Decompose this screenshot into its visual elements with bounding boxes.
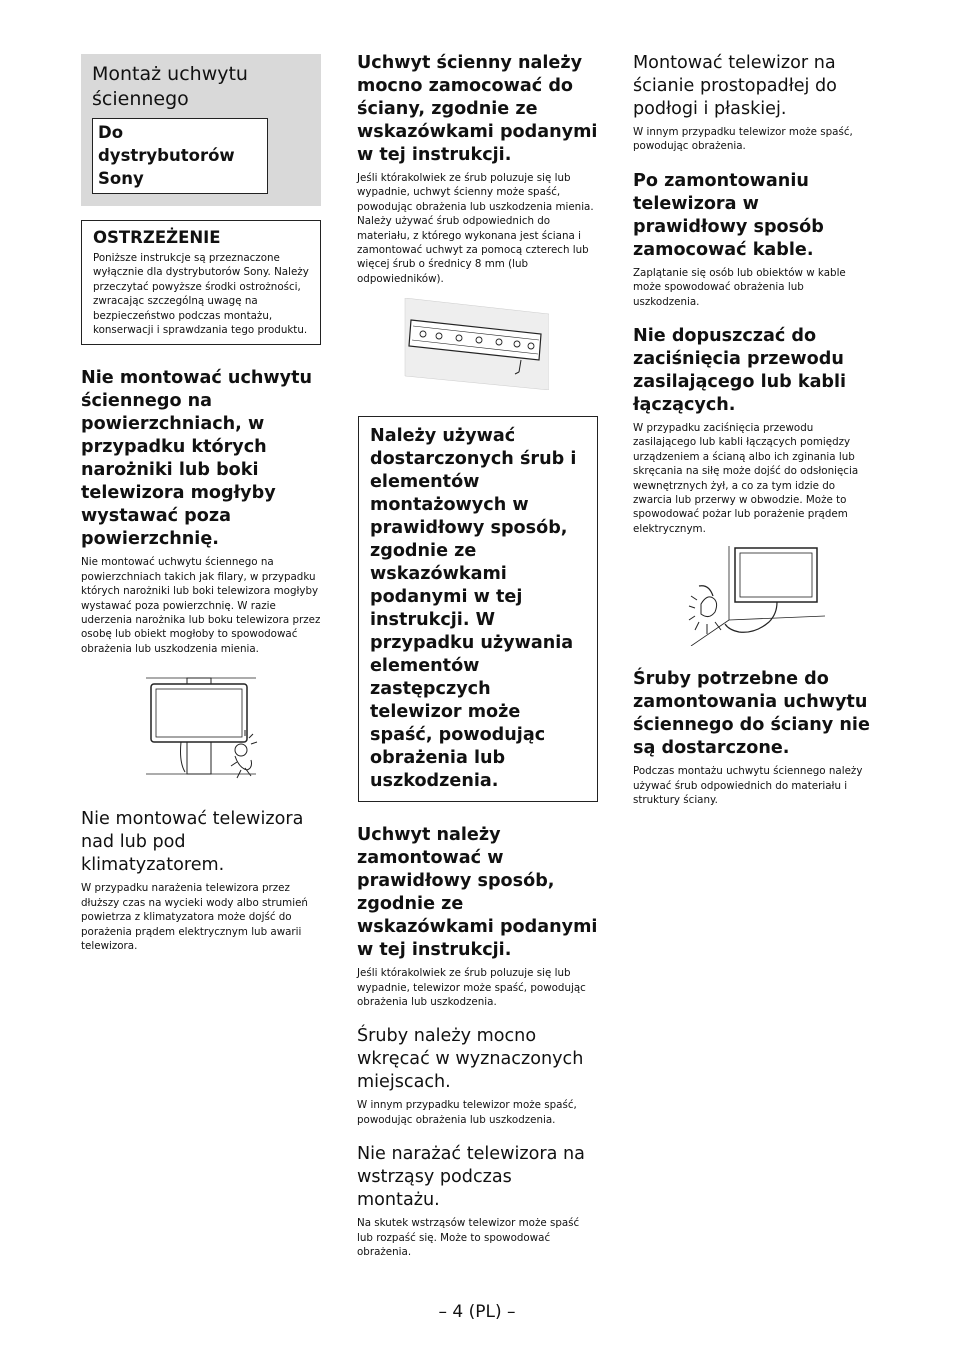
text-firm-mount: Jeśli którakolwiek ze śrub poluzuje się lub wypadnie, uchwyt ścienny może spaść, powodując obrażenia lub uszkodzenia mienia. Należy używać śrub odpowiednich do materiału, z którego wykonana jest ściana i zamontować uchwyt za pomocą czterech lub więcej śrub o średnicy 8 mm (lub odpowiedników). [357, 172, 594, 285]
warning-heading: OSTRZEŻENIE [93, 228, 221, 247]
text-screws-not-included: Podczas montażu uchwytu ściennego należy używać śrub odpowiednich do materiału i struktury ściany. [633, 765, 863, 807]
page-title: Montaż uchwytu ściennego [92, 63, 248, 110]
text-perpendicular-wall: W innym przypadku telewizor może spaść, powodując obrażenia. [633, 126, 853, 153]
text-cable-pinch: W przypadku zaciśnięcia przewodu zasilającego lub kabli łączących pomiędzy urządzeniem a ścianą albo ich zginania lub skręcania na siłę może dojść do odsłonięcia wewnętrznych żył, a co za tym idzie do zwarcia lub przerwy w obwodzie. Może to spowodować pożar lub porażenie prądem elektrycznym. [633, 422, 859, 535]
heading-screws-not-included: Śruby potrzebne do zamontowania uchwytu ściennego do ściany nie są dostarczone. [633, 669, 870, 759]
section-cable-pinch [633, 325, 873, 536]
heading-supplied-parts: Należy używać dostarczonych śrub i elementów montażowych w prawidłowy sposób, zgodnie ze wskazówkami podanymi w tej instrukcji. W przypadku używania elementów zastępczych telewizor może spaść, powodując obrażenia lub uszkodzenia. [370, 426, 577, 792]
text-secure-cables: Zaplątanie się osób lub obiektów w kable może spowodować obrażenia lub uszkodzenia. [633, 266, 846, 308]
text-correct-mount: Jeśli którakolwiek ze śrub poluzuje się lub wypadnie, telewizor może spaść, powodując obrażenia lub uszkodzenia. [357, 967, 586, 1009]
cable-pinch-illustration [685, 546, 873, 646]
heading-cable-pinch: Nie dopuszczać do zaciśnięcia przewodu zasilającego lub kabli łączących. [633, 326, 847, 416]
page-number: – 4 (PL) – [438, 1302, 516, 1322]
pillar-tv-illustration [141, 672, 321, 782]
distributor-label: Do dystrybutorów Sony [92, 118, 268, 194]
heading-air-conditioner: Nie montować telewizora nad lub pod klimatyzatorem. [81, 809, 304, 876]
section-title-box [81, 54, 321, 206]
column-1 [81, 52, 321, 969]
heading-perpendicular-wall: Montować telewizor na ścianie prostopadłej do podłogi i płaskiej. [633, 53, 837, 119]
column-2 [357, 52, 598, 1276]
heading-corners: Nie montować uchwytu ściennego na powierzchniach, w przypadku których narożniki lub boki telewizora mogłyby wystawać poza powierzchnię. [81, 368, 313, 550]
heading-correct-mount: Uchwyt należy zamontować w prawidłowy sposób, zgodnie ze wskazówkami podanymi w tej instrukcji. [357, 825, 598, 961]
section-secure-cables [633, 170, 873, 309]
heading-screws-tight: Śruby należy mocno wkręcać w wyznaczonych miejscach. [357, 1026, 584, 1093]
column-3 [633, 52, 873, 824]
section-perpendicular-wall [633, 52, 873, 154]
section-corners [81, 367, 321, 656]
warning-box [81, 220, 321, 345]
section-correct-mount [357, 824, 598, 1009]
section-firm-mount [357, 52, 598, 286]
section-screws-tight [357, 1025, 598, 1127]
wall-bracket-illustration [403, 298, 598, 390]
heading-secure-cables: Po zamontowaniu telewizora w prawidłowy sposób zamocować kable. [633, 170, 824, 260]
section-no-shock [357, 1143, 598, 1259]
text-corners: Nie montować uchwytu ściennego na powierzchniach takich jak filary, w przypadku których narożniki lub boki telewizora mogłyby wystawać poza powierzchnię. W razie uderzenia narożnika lub boku telewizora przez osobę lub obiekt mogłoby to spowodować obrażenia lub uszkodzenia mienia. [81, 556, 321, 655]
section-supplied-parts [358, 416, 598, 802]
text-screws-tight: W innym przypadku telewizor może spaść, powodując obrażenia lub uszkodzenia. [357, 1099, 577, 1126]
text-air-conditioner: W przypadku narażenia telewizora przez dłuższy czas na wycieki wody albo strumień powietrza z klimatyzatora może dojść do porażenia prądem elektrycznym lub awarii telewizora. [81, 882, 308, 952]
heading-firm-mount: Uchwyt ścienny należy mocno zamocować do ściany, zgodnie ze wskazówkami podanymi w tej instrukcji. [357, 53, 598, 165]
warning-text: Poniższe instrukcje są przeznaczone wyłącznie dla dystrybutorów Sony. Należy przeczytać powyższe środki ostrożności, zwracając szczególną uwagę na bezpieczeństwo podczas montażu, konserwacji i sprawdzania tego produktu. [93, 252, 309, 337]
text-no-shock: Na skutek wstrząsów telewizor może spaść lub rozpaść się. Może to spowodować obrażenia. [357, 1217, 580, 1259]
heading-no-shock: Nie narażać telewizora na wstrząsy podczas montażu. [357, 1144, 585, 1211]
section-screws-not-included [633, 668, 873, 807]
section-air-conditioner [81, 808, 321, 953]
